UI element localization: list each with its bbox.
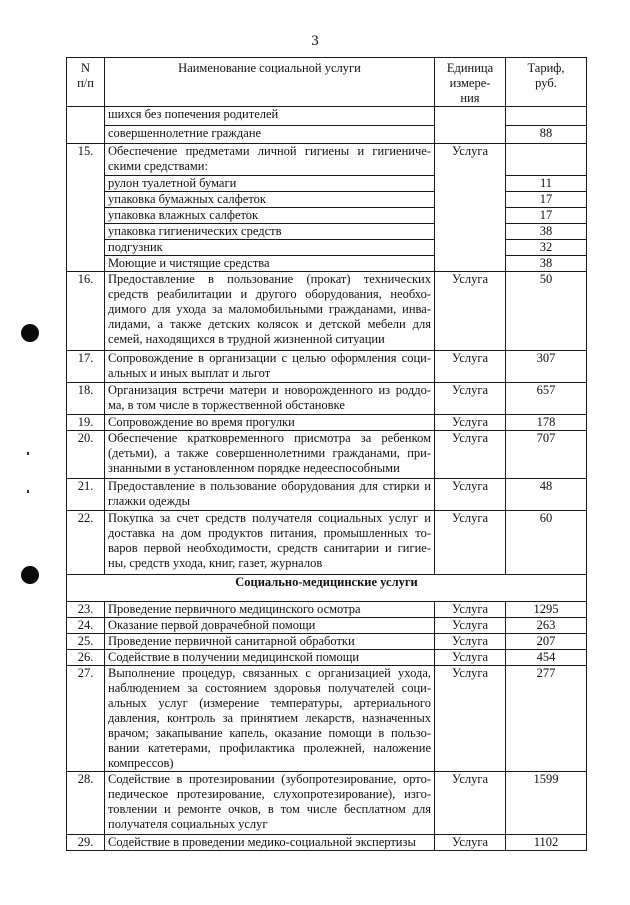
cell-name: Выполнение процедур, связанных с организацией ухода, наблюдением за состоянием здоровья получателей соци-альных услуг (измерение температуры, артериального давления, контроль за принятием лекарств, назначенных врачом; закапывание капель, оказание помощи в пользо-вании катетерами, профилактика пролежней, наложение компрессов) (105, 666, 435, 772)
cell-unit: Услуга (435, 772, 506, 835)
cell-num: 20. (67, 431, 105, 479)
cell-num: 17. (67, 351, 105, 383)
cell-tariff: 263 (506, 618, 587, 634)
table-row (67, 634, 587, 650)
cell-name: Содействие в протезировании (зубопротезирование, орто-педическое протезирование, слухопротезирование), изго-товлении и ремонте очков, в том числе бесплатном для получателя социальных услуг (105, 772, 435, 835)
cell-name: рулон туалетной бумаги (105, 176, 435, 192)
table-row (67, 192, 587, 208)
cell-num: 25. (67, 634, 105, 650)
cell-unit: Услуга (435, 618, 506, 634)
table-row (67, 511, 587, 575)
cell-unit: Услуга (435, 666, 506, 772)
table-row (67, 176, 587, 192)
cell-num: 16. (67, 272, 105, 351)
cell-num: 29. (67, 835, 105, 851)
section-row (67, 575, 587, 602)
cell-tariff: 1599 (506, 772, 587, 835)
table-row (67, 272, 587, 351)
table-row (67, 479, 587, 511)
cell-tariff: 178 (506, 415, 587, 431)
table-row (67, 772, 587, 835)
cell-name: Обеспечение кратковременного присмотра за ребенком (детьми), а также совершеннолетними гражданами, при-знанными в установленном порядке недееспособными (105, 431, 435, 479)
cell-unit: Услуга (435, 431, 506, 479)
cell-unit: Услуга (435, 272, 506, 351)
cell-num: 24. (67, 618, 105, 634)
table-header-row (67, 58, 587, 107)
cell-name: Моющие и чистящие средства (105, 256, 435, 272)
cell-tariff: 454 (506, 650, 587, 666)
cell-name: подгузник (105, 240, 435, 256)
cell-tariff: 277 (506, 666, 587, 772)
cell-tariff: 11 (506, 176, 587, 192)
cell-tariff: 88 (506, 126, 587, 144)
cell-num: 19. (67, 415, 105, 431)
cell-name: Проведение первичной санитарной обработки (105, 634, 435, 650)
cell-num (67, 107, 105, 144)
cell-unit: Услуга (435, 835, 506, 851)
cell-tariff: 307 (506, 351, 587, 383)
cell-name: Обеспечение предметами личной гигиены и гигиениче-скими средствами: (105, 144, 435, 176)
cell-tariff: 17 (506, 208, 587, 224)
table-row (67, 666, 587, 772)
table-row (67, 351, 587, 383)
cell-tariff: 38 (506, 224, 587, 240)
cell-num: 27. (67, 666, 105, 772)
header-unit-text: Единица измере- ния (446, 61, 494, 105)
table-row (67, 618, 587, 634)
cell-unit (435, 107, 506, 144)
cell-name: совершеннолетние граждане (105, 126, 435, 144)
header-num (67, 58, 105, 107)
punch-hole-bottom (21, 566, 39, 584)
header-tariff-text: Тариф, руб. (527, 61, 565, 90)
table-row (67, 431, 587, 479)
cell-unit: Услуга (435, 383, 506, 415)
table-row (67, 240, 587, 256)
table-row (67, 415, 587, 431)
cell-unit: Услуга (435, 602, 506, 618)
cell-num: 15. (67, 144, 105, 272)
header-tariff (506, 58, 587, 107)
table-row (67, 602, 587, 618)
header-name: Наименование социальной услуги (105, 58, 435, 107)
cell-name: Содействие в проведении медико-социальной экспертизы (105, 835, 435, 851)
scan-speck (27, 452, 29, 455)
table-row (67, 835, 587, 851)
cell-tariff: 32 (506, 240, 587, 256)
cell-num: 28. (67, 772, 105, 835)
table-row (67, 126, 587, 144)
table-row (67, 208, 587, 224)
cell-tariff: 657 (506, 383, 587, 415)
table-row (67, 107, 587, 126)
cell-tariff: 1295 (506, 602, 587, 618)
cell-name: Сопровождение в организации с целью оформления соци-альных и иных выплат и льгот (105, 351, 435, 383)
table-row (67, 383, 587, 415)
cell-tariff (506, 107, 587, 126)
cell-name: упаковка гигиенических средств (105, 224, 435, 240)
cell-tariff: 17 (506, 192, 587, 208)
cell-num: 22. (67, 511, 105, 575)
cell-num: 23. (67, 602, 105, 618)
table-row (67, 224, 587, 240)
cell-num: 26. (67, 650, 105, 666)
cell-num: 18. (67, 383, 105, 415)
cell-unit: Услуга (435, 634, 506, 650)
page-number: 3 (311, 33, 319, 49)
cell-name: Покупка за счет средств получателя социальных услуг и доставка на дом продуктов питания, промышленных то-варов первой необходимости, средств санитарии и гигие-ны, средств ухода, книг, газет, журналов (105, 511, 435, 575)
social-services-tariff-table (66, 57, 587, 851)
cell-tariff (506, 144, 587, 176)
cell-name: упаковка влажных салфеток (105, 208, 435, 224)
cell-name: шихся без попечения родителей (105, 107, 435, 126)
header-unit (435, 58, 506, 107)
cell-tariff: 60 (506, 511, 587, 575)
cell-name: упаковка бумажных салфеток (105, 192, 435, 208)
cell-tariff: 48 (506, 479, 587, 511)
table-row (67, 256, 587, 272)
cell-unit: Услуга (435, 650, 506, 666)
cell-name: Содействие в получении медицинской помощи (105, 650, 435, 666)
cell-num: 21. (67, 479, 105, 511)
cell-tariff: 38 (506, 256, 587, 272)
header-num-text: N п/п (77, 61, 94, 90)
punch-hole-top (21, 324, 39, 342)
cell-tariff: 1102 (506, 835, 587, 851)
scan-speck (27, 490, 29, 493)
cell-name: Проведение первичного медицинского осмотра (105, 602, 435, 618)
cell-name: Предоставление в пользование оборудования для стирки и глажки одежды (105, 479, 435, 511)
cell-unit: Услуга (435, 144, 506, 272)
cell-tariff: 707 (506, 431, 587, 479)
cell-tariff: 50 (506, 272, 587, 351)
cell-name: Предоставление в пользование (прокат) технических средств реабилитации и другого оборудования, необхо-димого для ухода за маломобильными гражданами, инва-лидами, а также детских колясок и детской мебели для семей, находящихся в трудной жизненной ситуации (105, 272, 435, 351)
cell-unit: Услуга (435, 511, 506, 575)
table-row (67, 144, 587, 176)
section-title-medical: Социально-медицинские услуги (67, 575, 587, 602)
cell-name: Организация встречи матери и новорожденного из роддо-ма, в том числе в торжественной обстановке (105, 383, 435, 415)
table-row (67, 650, 587, 666)
cell-unit: Услуга (435, 351, 506, 383)
cell-unit: Услуга (435, 479, 506, 511)
cell-tariff: 207 (506, 634, 587, 650)
cell-name: Сопровождение во время прогулки (105, 415, 435, 431)
cell-name: Оказание первой доврачебной помощи (105, 618, 435, 634)
cell-unit: Услуга (435, 415, 506, 431)
